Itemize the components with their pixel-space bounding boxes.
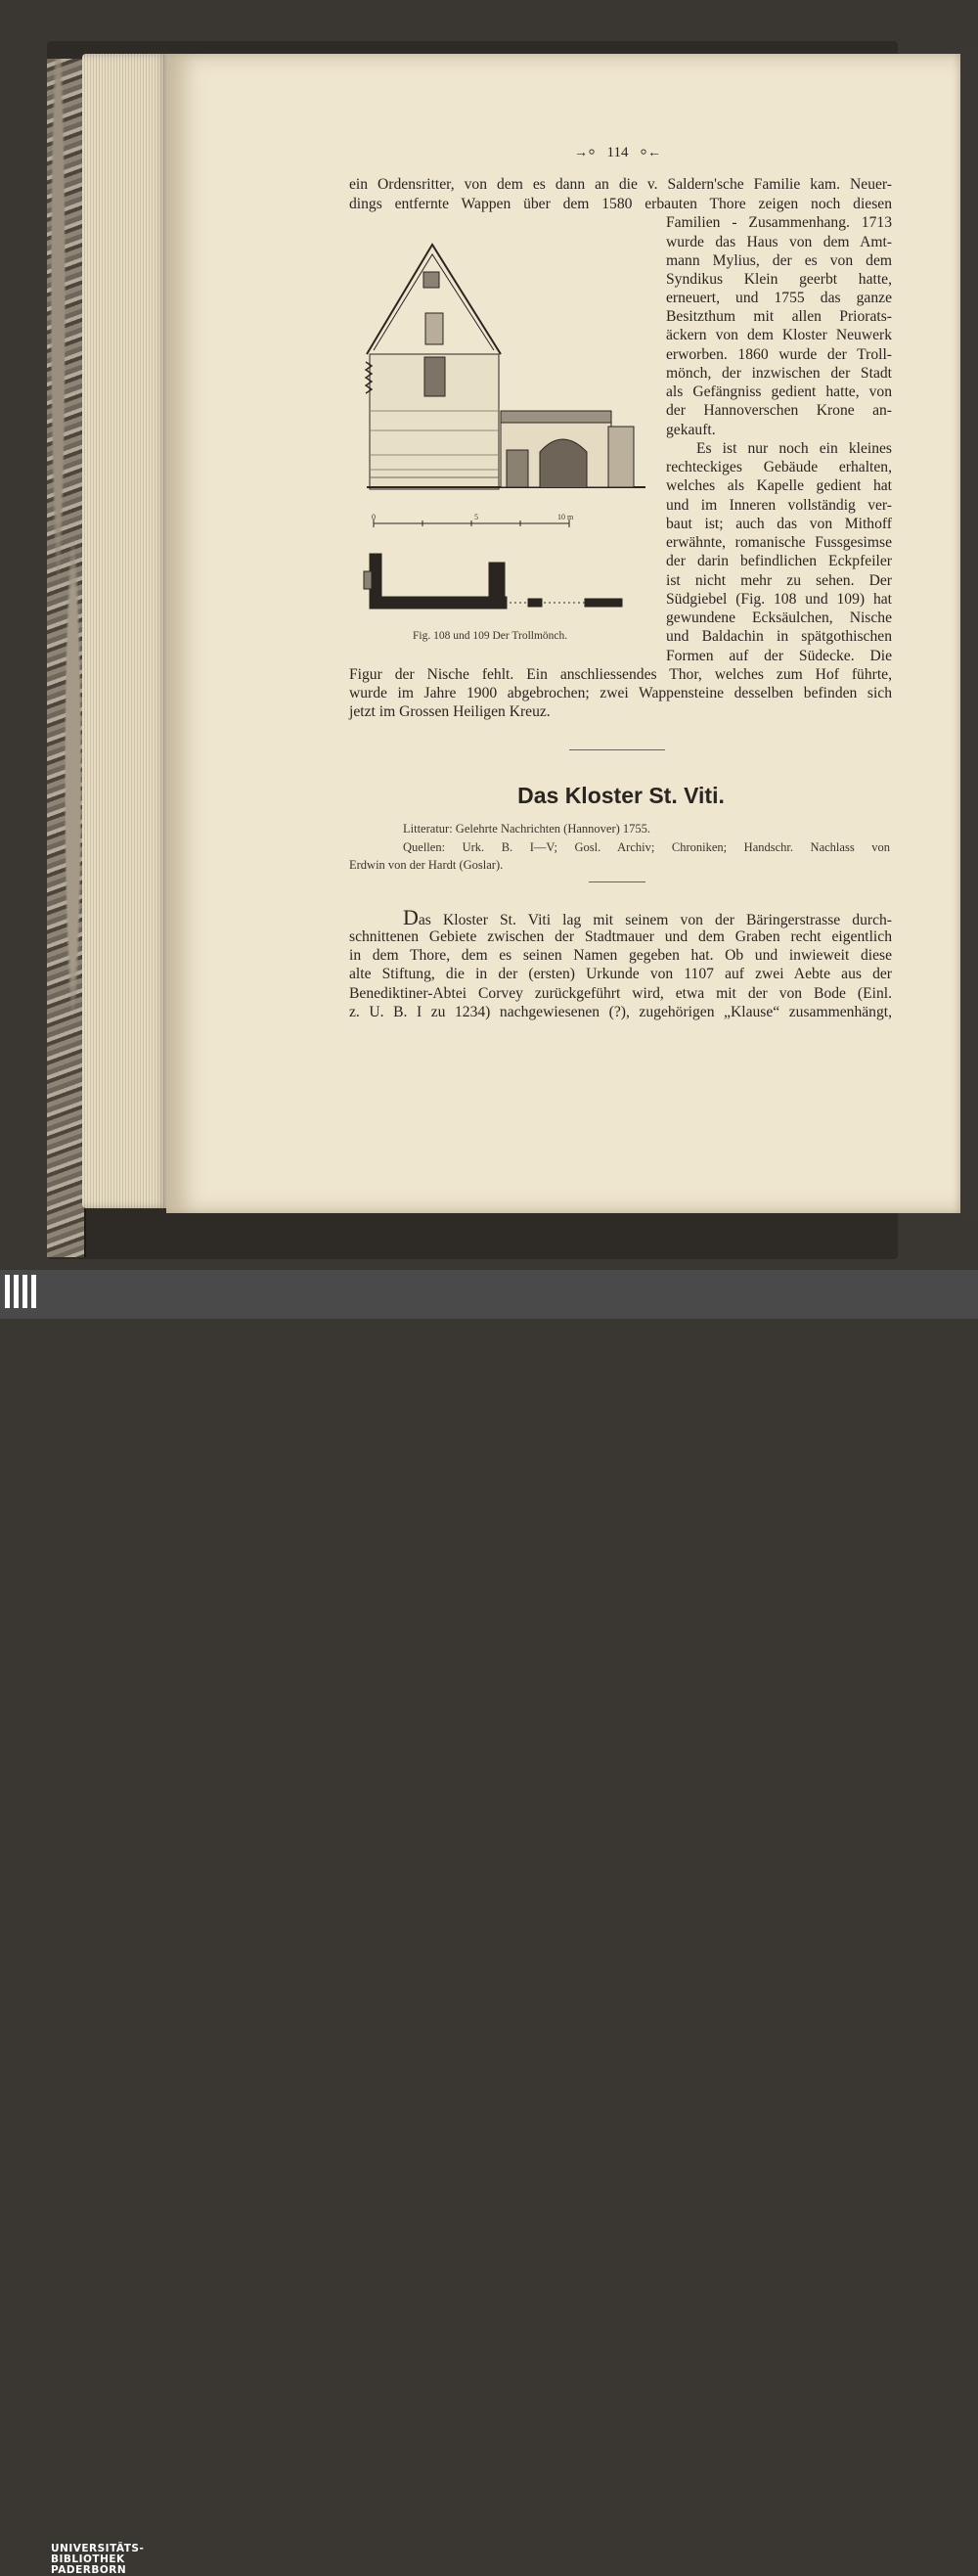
page-number-row — [574, 144, 661, 162]
right-column-line: als Gefängniss gedient hatte, von — [666, 384, 892, 400]
right-column-line: mann Mylius, der es von dem — [666, 252, 892, 269]
figure-caption: Fig. 108 und 109 Der Trollmönch. — [413, 630, 568, 642]
text-line-top-1: ein Ordensritter, von dem es dann an die v. Saldern'sche Familie kam. Neuer- — [349, 176, 892, 193]
library-name-line-2: BIBLIOTHEK — [51, 2553, 125, 2565]
body-first-line — [403, 905, 892, 929]
page-edges — [82, 54, 168, 1208]
right-column-line: Familien - Zusammenhang. 1713 — [666, 214, 892, 231]
body-line-2: schnittenen Gebiete zwischen der Stadtmauer und dem Graben recht eigentlich — [349, 928, 892, 945]
scale-label-0: 0 — [372, 513, 376, 521]
library-name-line-1: UNIVERSITÄTS- — [51, 2543, 145, 2554]
right-column-line: ist nicht mehr zu sehen. Der — [666, 572, 892, 589]
right-column-line: gewundene Ecksäulchen, Nische — [666, 610, 892, 626]
body-line-4: alte Stiftung, die in der (ersten) Urkunde von 1107 auf zwei Aebte aus der — [349, 966, 892, 982]
right-column-line: und im Inneren vollständig ver- — [666, 497, 892, 514]
right-column-line: wurde das Haus von dem Amt- — [666, 234, 892, 250]
ornament-left: →⸰ — [574, 146, 597, 160]
right-column-line: Syndikus Klein geerbt hatte, — [666, 271, 892, 288]
right-column-line: Südgiebel (Fig. 108 und 109) hat — [666, 591, 892, 608]
library-name — [51, 2544, 144, 2575]
library-name-line-3: PADERBORN — [51, 2563, 127, 2576]
body-line-5: Benediktiner-Abtei Corvey zurückgeführt wird, etwa mit der von Bode (Einl. — [349, 985, 892, 1002]
right-column-line: und Baldachin in spätgothischen — [666, 628, 892, 645]
right-column-line: Es ist nur noch ein kleines — [696, 440, 892, 457]
scale-label-10: 10 m — [557, 513, 574, 521]
divider-1 — [569, 749, 665, 750]
library-logo-icon — [4, 1273, 43, 1312]
scale-label-5: 5 — [474, 513, 478, 521]
library-footer — [0, 1270, 978, 2576]
references-quellen-1: Quellen: Urk. B. I—V; Gosl. Archiv; Chroniken; Handschr. Nachlass von — [403, 840, 890, 854]
right-column-line: äckern von dem Kloster Neuwerk — [666, 327, 892, 343]
text-line-bottom-1: Figur der Nische fehlt. Ein anschliessendes Thor, welches zum Hof führte, — [349, 666, 892, 683]
right-column-line: der Hannoverschen Krone an- — [666, 402, 892, 419]
text-line-bottom-3: jetzt im Grossen Heiligen Kreuz. — [349, 703, 551, 720]
right-column-line: baut ist; auch das von Mithoff — [666, 516, 892, 532]
drop-cap: D — [403, 905, 419, 929]
body-line-3: in dem Thore, dem es seinen Namen gegeben hat. Ob und inwieweit diese — [349, 947, 892, 964]
divider-2 — [589, 881, 645, 882]
right-column-line: mönch, der inzwischen der Stadt — [666, 365, 892, 382]
right-column-line: Formen auf der Südecke. Die — [666, 648, 892, 664]
text-line-top-2: dings entfernte Wappen über dem 1580 erbauten Thore zeigen noch diesen — [349, 196, 892, 212]
trollmoench-figure — [352, 235, 645, 626]
marbled-endpaper — [47, 59, 86, 1257]
body-line-6: z. U. B. I zu 1234) nachgewiesenen (?), zugehörigen „Klause“ zusammenhängt, — [349, 1004, 892, 1020]
body-first-line-text: as Kloster St. Viti lag mit seinem von der Bäringerstrasse durch- — [418, 912, 892, 928]
references-literatur: Litteratur: Gelehrte Nachrichten (Hannover) 1755. — [403, 822, 651, 836]
right-column-line: der darin befindlichen Eckpfeiler — [666, 553, 892, 569]
section-title: Das Kloster St. Viti. — [517, 783, 725, 808]
cover-edge — [960, 47, 978, 1221]
right-column-line: rechteckiges Gebäude erhalten, — [666, 459, 892, 475]
right-column-line: erneuert, und 1755 das ganze — [666, 290, 892, 306]
right-column-line: erwähnte, romanische Fussgesimse — [666, 534, 892, 551]
text-line-bottom-2: wurde im Jahre 1900 abgebrochen; zwei Wappensteine desselben befinden sich — [349, 685, 892, 701]
page-number: 114 — [606, 145, 629, 160]
references-quellen-2: Erdwin von der Hardt (Goslar). — [349, 858, 504, 872]
right-column-line: gekauft. — [666, 422, 716, 438]
right-column-line: welches als Kapelle gedient hat — [666, 477, 892, 494]
ornament-right: ⸰← — [639, 146, 661, 160]
right-column-line: erworben. 1860 wurde der Troll- — [666, 346, 892, 363]
right-column-line: Besitzthum mit allen Priorats- — [666, 308, 892, 325]
